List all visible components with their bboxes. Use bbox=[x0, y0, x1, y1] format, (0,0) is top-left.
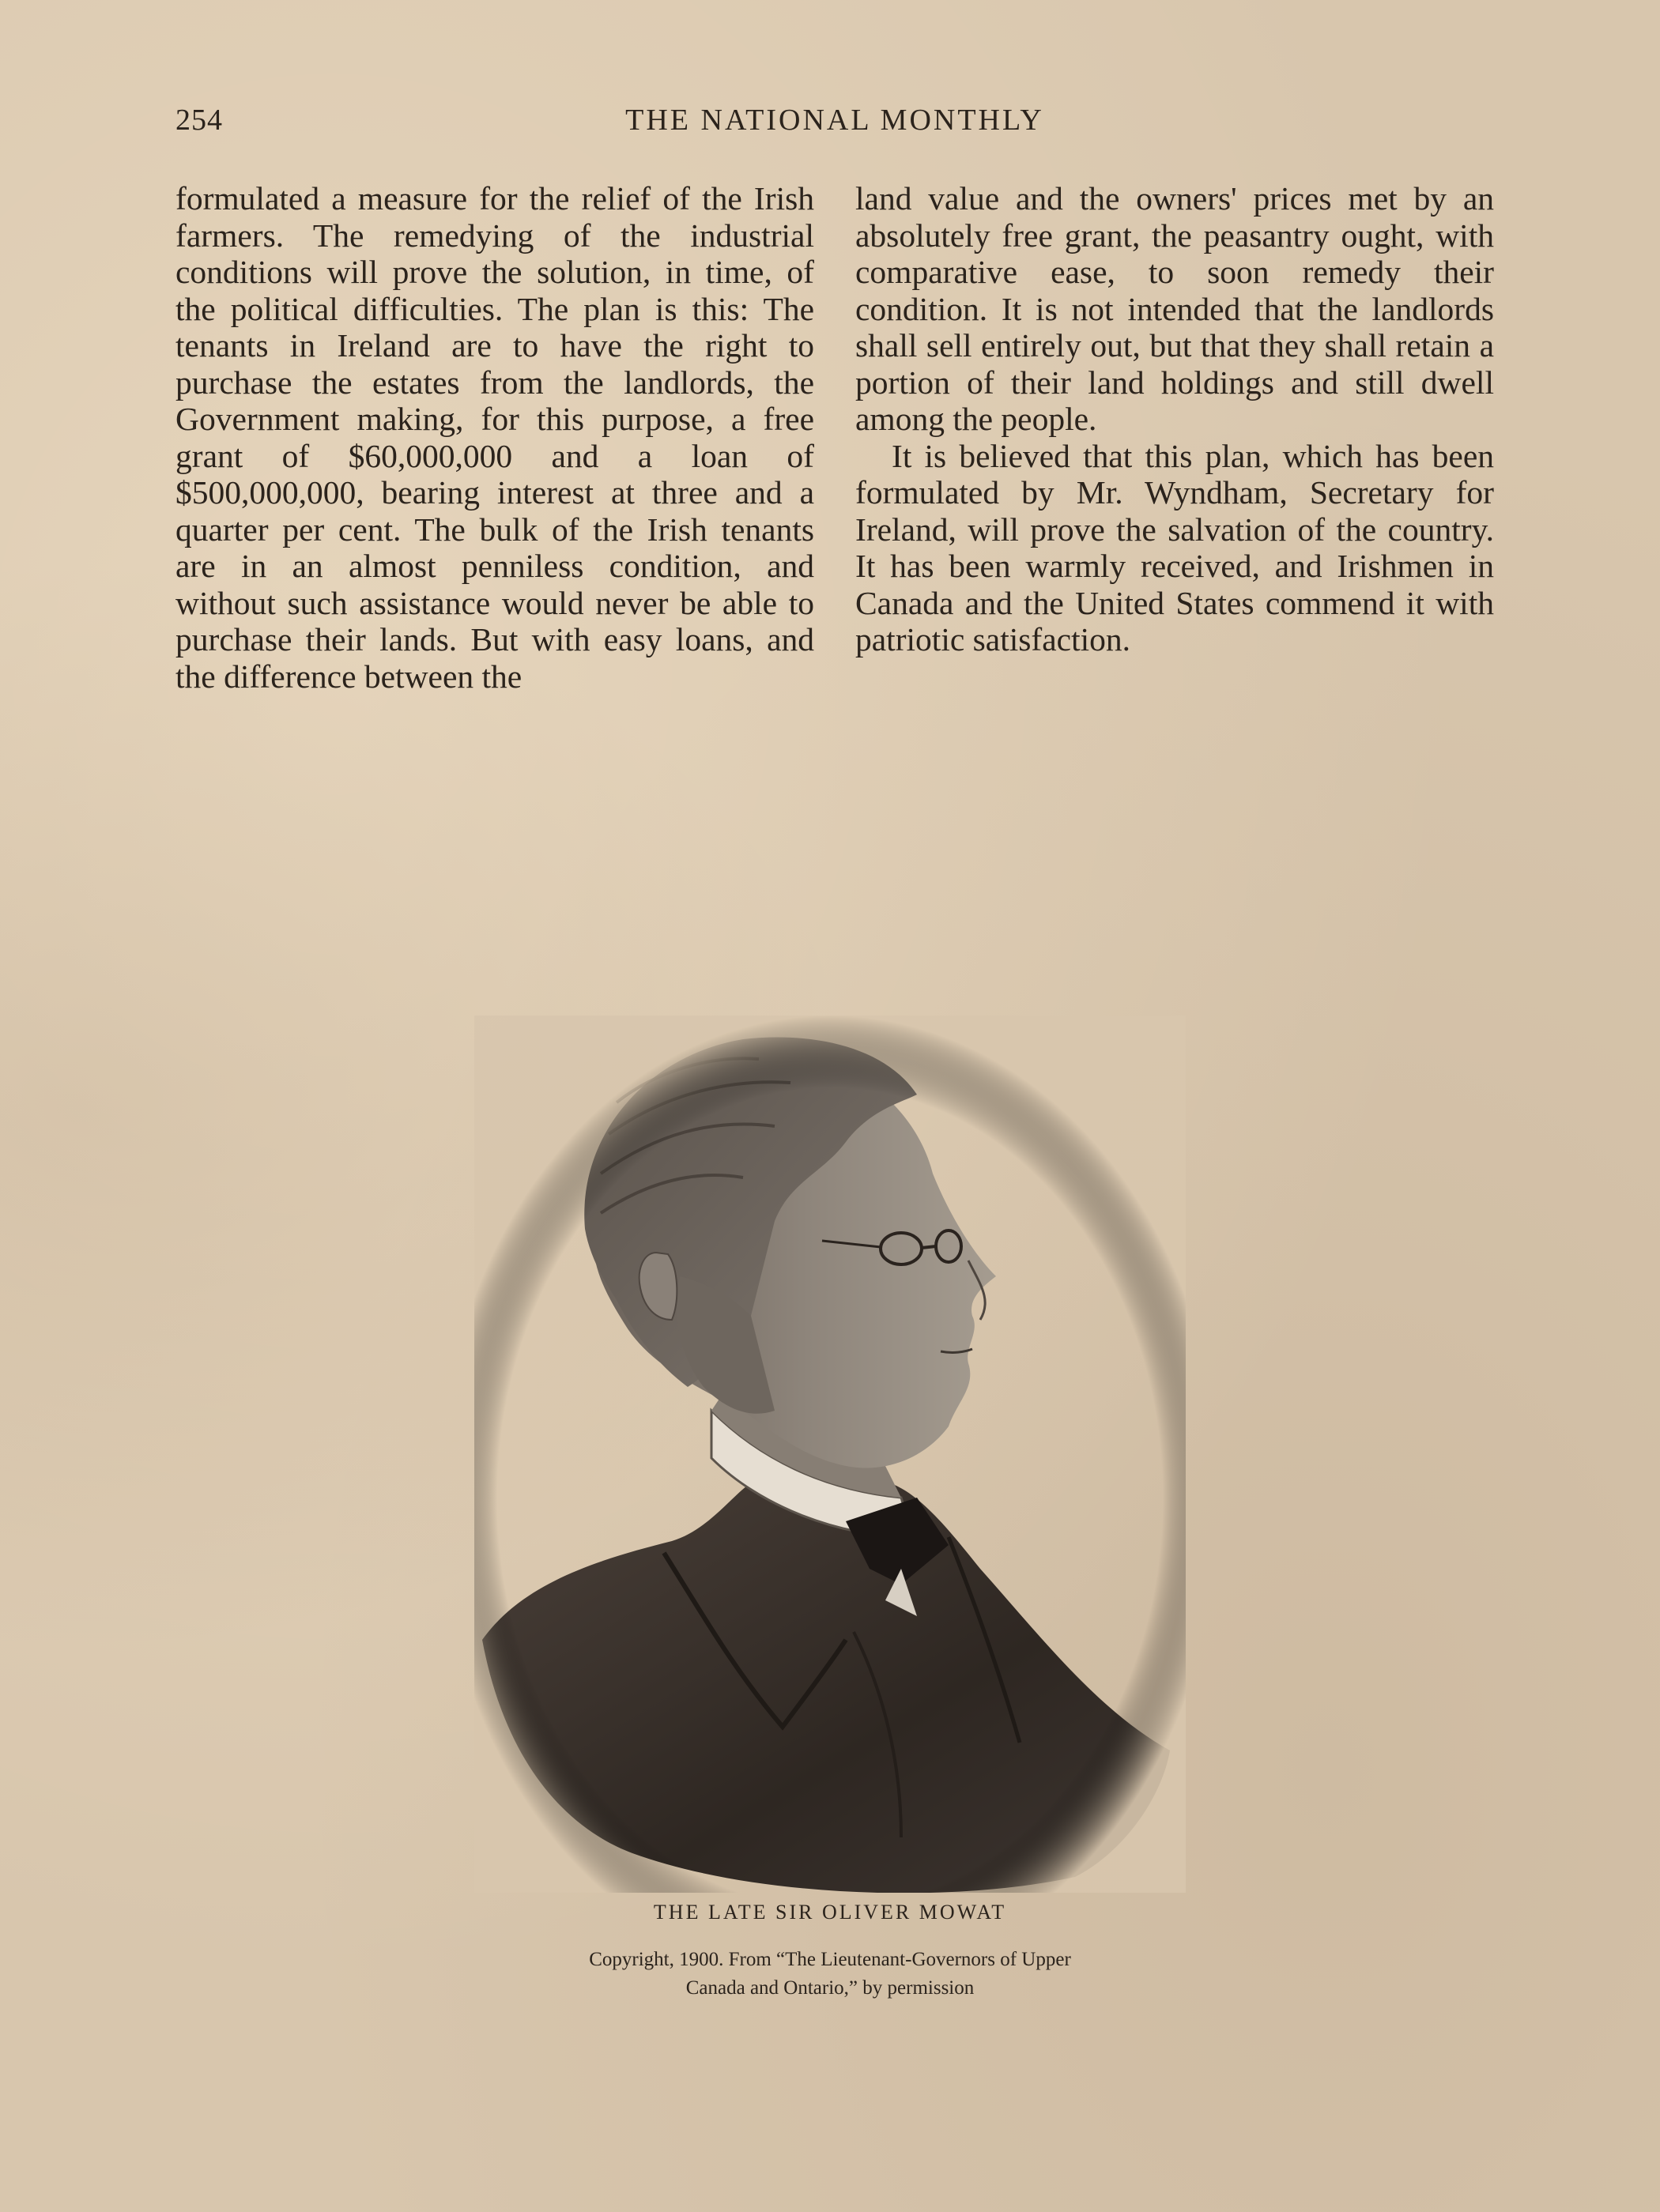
portrait-engraving bbox=[474, 1016, 1186, 1893]
figure-caption: THE LATE SIR OLIVER MOWAT bbox=[653, 1901, 1007, 1924]
running-head bbox=[175, 103, 1494, 142]
figure-credit bbox=[0, 1946, 1660, 2003]
journal-title: THE NATIONAL MONTHLY bbox=[625, 104, 1044, 137]
paragraph: land value and the owners' prices met by an absolutely free grant, the peasantry ought, with comparative ease, to soon remedy their condition. It is not intended that the landlords shall sell entirely out, but that they shall retain a portion of their land holdings and still dwell among the people. bbox=[855, 180, 1494, 437]
credit-line: Canada and Ontario,” by permission bbox=[685, 1977, 975, 1999]
article-body bbox=[175, 180, 1494, 695]
right-column bbox=[855, 180, 1494, 695]
paragraph: It is believed that this plan, which has been formulated by Mr. Wyndham, Secretary for Ireland, will prove the salvation of the country. It has been warmly received, and Irishmen in Canada and the United States commend it with patriotic satisfaction. bbox=[855, 437, 1494, 658]
left-column bbox=[175, 180, 814, 695]
credit-line: Copyright, 1900. From “The Lieutenant-Governors of Upper bbox=[589, 1949, 1071, 1970]
page-number: 254 bbox=[175, 104, 223, 137]
portrait-figure bbox=[474, 1016, 1186, 1893]
paragraph: formulated a measure for the relief of the Irish farmers. The remedying of the industrial conditions will prove the solution, in time, of the political difficulties. The plan is this: The tenants in Ireland are to have the right to purchase the estates from the landlords, the Government making, for this purpose, a free grant of $60,000,000 and a loan of $500,000,000, bearing interest at three and a quarter per cent. The bulk of the Irish tenants are in an almost penniless condition, and without such assistance would never be able to purchase their lands. But with easy loans, and the difference between the bbox=[175, 180, 814, 695]
